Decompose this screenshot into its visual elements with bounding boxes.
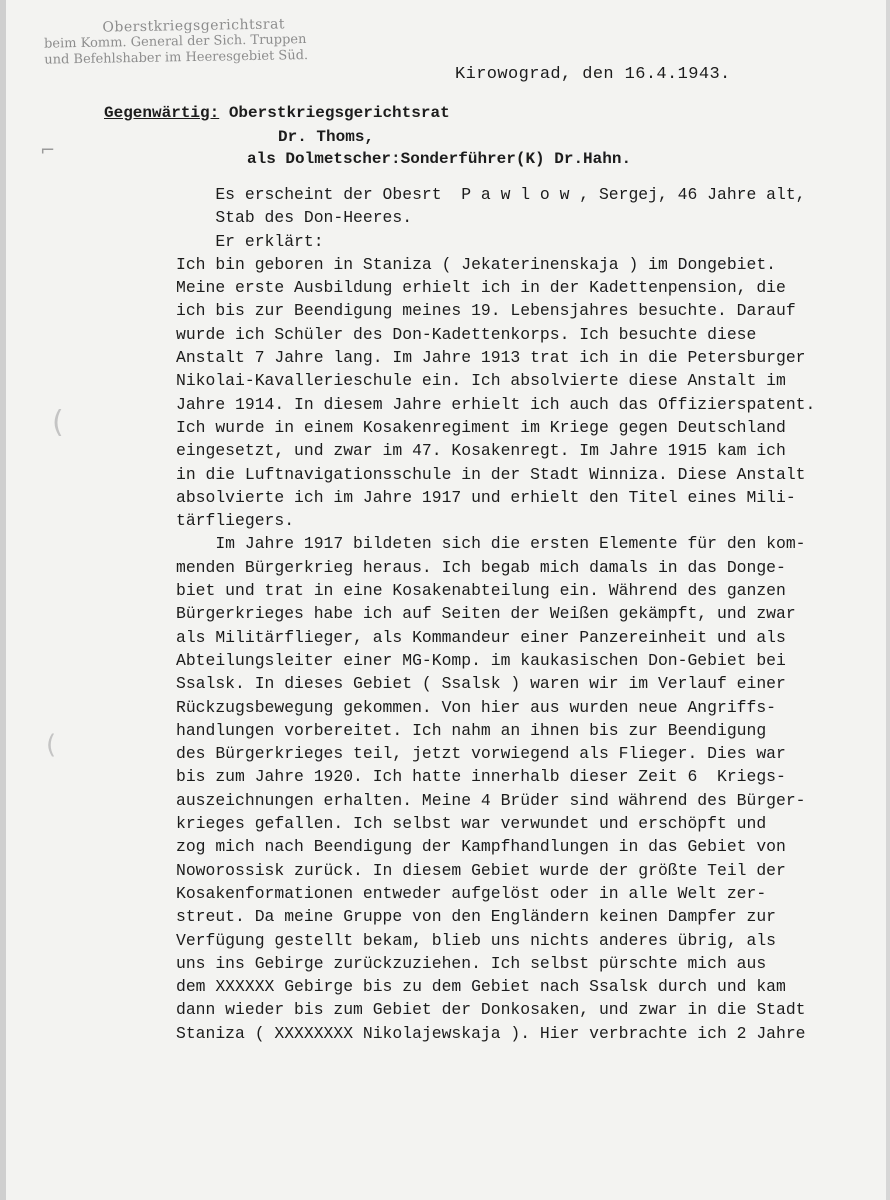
margin-mark: ⌐ (40, 140, 56, 161)
punch-hole-mark: ( (52, 405, 64, 440)
statement-line: Meine erste Ausbildung erhielt ich in der Kadettenpension, die (176, 278, 786, 298)
stamp-line-1: Oberstkriegsgerichtsrat (102, 16, 286, 36)
statement-line: streut. Da meine Gruppe von den Engländern keinen Dampfer zur (176, 907, 776, 927)
statement-line: menden Bürgerkrieg heraus. Ich begab mich damals in das Donge- (176, 557, 786, 577)
statement-line: Verfügung gestellt bekam, blieb uns nichts anderes übrig, als (176, 930, 776, 950)
statement-line: Rückzugsbewegung gekommen. Von hier aus wurden neue Angriffs- (176, 697, 776, 717)
present-title: Oberstkriegsgerichtsrat (228, 104, 450, 122)
statement-line: Ssalsk. In dieses Gebiet ( Ssalsk ) waren wir im Verlauf einer (176, 674, 786, 694)
statement-line: Abteilungsleiter einer MG-Komp. im kaukasischen Don-Gebiet bei (176, 650, 786, 670)
statement-line: auszeichnungen erhalten. Meine 4 Brüder sind während des Bürger- (176, 790, 806, 810)
statement-line: in die Luftnavigationsschule in der Stadt Winniza. Diese Anstalt (176, 464, 806, 484)
interpreter-line: als Dolmetscher:Sonderführer(K) Dr.Hahn. (247, 150, 632, 168)
statement-line: Bürgerkrieges habe ich auf Seiten der Weißen gekämpft, und zwar (176, 604, 796, 624)
statement-line: Anstalt 7 Jahre lang. Im Jahre 1913 trat ich in die Petersburger (176, 348, 806, 368)
statement-line: handlungen vorbereitet. Ich nahm an ihnen bis zur Beendigung (176, 720, 767, 740)
statement-line: Jahre 1914. In diesem Jahre erhielt ich auch das Offizierspatent. (176, 394, 816, 414)
present-label: Gegenwärtig: (104, 104, 220, 122)
statement-line: Ich bin geboren in Staniza ( Jekaterinenskaja ) im Dongebiet. (176, 254, 776, 274)
statement-line: eingesetzt, und zwar im 47. Kosakenregt. Im Jahre 1915 kam ich (176, 441, 786, 461)
statement-line: dem XXXXXX Gebirge bis zu dem Gebiet nach Ssalsk durch und kam (176, 977, 786, 997)
present-line (104, 104, 450, 122)
statement-line: ich bis zur Beendigung meines 19. Lebensjahres besuchte. Darauf (176, 301, 796, 321)
statement-line: Noworossisk zurück. In diesem Gebiet wurde der größte Teil der (176, 860, 786, 880)
scan-edge-left (0, 0, 6, 1200)
present-name: Dr. Thoms, (278, 128, 375, 146)
statement-line: Nikolai-Kavallerieschule ein. Ich absolvierte diese Anstalt im (176, 371, 786, 391)
punch-hole-mark: ( (46, 730, 57, 760)
office-stamp (44, 15, 345, 68)
statement-line: Es erscheint der Obesrt P a w l o w , Sergej, 46 Jahre alt, (176, 185, 806, 204)
statement-body (176, 183, 876, 1045)
statement-line: als Militärflieger, als Kommandeur einer Panzereinheit und als (176, 627, 786, 647)
scan-edge-right (886, 0, 890, 1200)
statement-line: Im Jahre 1917 bildeten sich die ersten Elemente für den kom- (176, 534, 806, 554)
place-date: Kirowograd, den 16.4.1943. (455, 65, 731, 84)
statement-line: biet und trat in eine Kosakenabteilung ein. Während des ganzen (176, 581, 786, 601)
stamp-line-2: beim Komm. General der Sich. Truppen (43, 32, 307, 52)
stamp-line-3: und Befehlshaber im Heeresgebiet Süd. (44, 48, 309, 68)
statement-line: zog mich nach Beendigung der Kampfhandlungen in das Gebiet von (176, 837, 786, 857)
statement-line: dann wieder bis zum Gebiet der Donkosaken, und zwar in die Stadt (176, 1000, 806, 1020)
statement-line: Er erklärt: (176, 231, 324, 251)
statement-line: Staniza ( XXXXXXXX Nikolajewskaja ). Hier verbrachte ich 2 Jahre (176, 1023, 806, 1043)
statement-line: wurde ich Schüler des Don-Kadettenkorps. Ich besuchte diese (176, 324, 757, 344)
statement-line: absolvierte ich im Jahre 1917 und erhielt den Titel eines Mili- (176, 487, 796, 507)
statement-line: Kosakenformationen entweder aufgelöst oder in alle Welt zer- (176, 883, 767, 903)
statement-line: krieges gefallen. Ich selbst war verwundet und erschöpft und (176, 814, 767, 834)
statement-line: uns ins Gebirge zurückzuziehen. Ich selbst pürschte mich aus (176, 953, 767, 973)
statement-line: Ich wurde in einem Kosakenregiment im Kriege gegen Deutschland (176, 417, 786, 437)
statement-line: bis zum Jahre 1920. Ich hatte innerhalb dieser Zeit 6 Kriegs- (176, 767, 786, 787)
statement-line: tärfliegers. (176, 511, 295, 531)
statement-line: Stab des Don-Heeres. (176, 208, 413, 228)
statement-line: des Bürgerkrieges teil, jetzt vorwiegend als Flieger. Dies war (176, 744, 786, 764)
